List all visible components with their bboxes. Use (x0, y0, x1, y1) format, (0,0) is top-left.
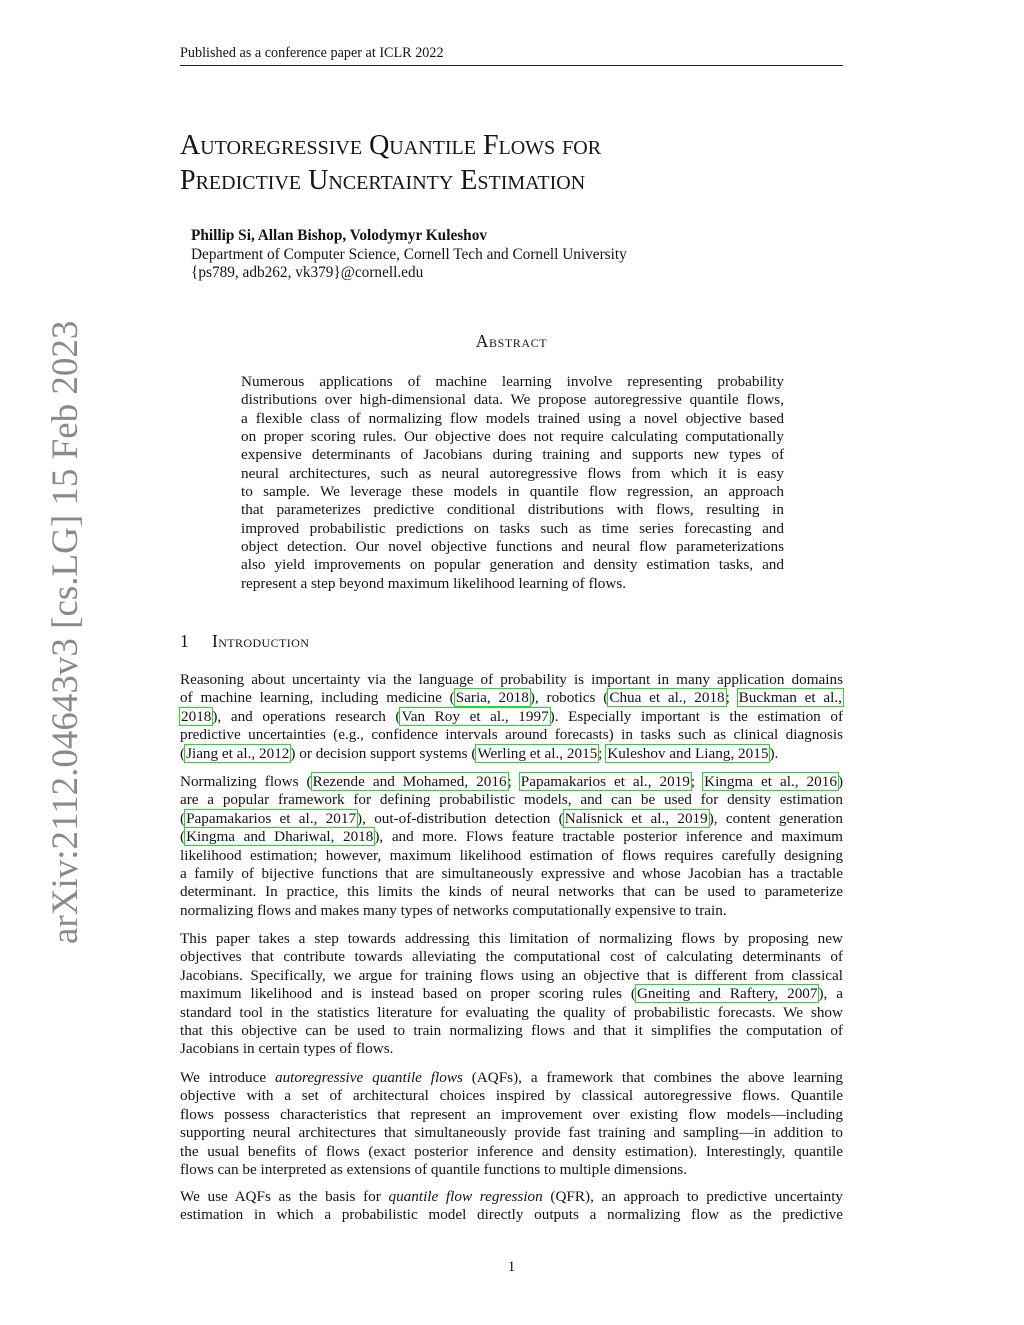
text-line: supporting neural architectures that simultaneously provide fast training and sampling—in addition to (180, 1124, 843, 1142)
text-line: flows possess characteristics that represent an improvement over existing flow models—including (180, 1105, 843, 1123)
abstract-heading: Abstract (475, 331, 548, 351)
citation-link[interactable]: Werling et al., 2015 (477, 744, 598, 762)
text-line: are a popular framework for defining probabilistic models, and can be used for density estimation (180, 791, 843, 809)
section-title: Introduction (212, 631, 310, 651)
text-line: 2018), and operations research (Van Roy et al., 1997). Especially important is the estimation of (181, 707, 844, 725)
running-header: Published as a conference paper at ICLR 2022 (180, 45, 444, 61)
text-line: determinant. In practice, this limits the kinds of neural networks that can be used to parameterize (180, 883, 843, 901)
term-aqf: autoregressive quantile flows (274, 1069, 463, 1086)
text-line: likelihood estimation; however, maximum likelihood estimation of flows requires carefully designing (180, 846, 843, 864)
section-heading-introduction (180, 630, 843, 652)
citation-link[interactable]: Papamakarios et al., 2017 (186, 809, 357, 827)
text-line: a family of bijective functions that are simultaneously expressive and whose Jacobian has a tractable (180, 865, 843, 883)
text-line: normalizing flows and makes many types of networks computationally expensive to train. (180, 901, 727, 919)
text-line: (Kingma and Dhariwal, 2018), and more. Flows feature tractable posterior inference and maximum (180, 828, 843, 846)
author-names: Phillip Si, Allan Bishop, Volodymyr Kuleshov (191, 227, 487, 244)
page-number: 1 (507, 1259, 516, 1275)
header-rule (180, 65, 843, 66)
paragraph-2 (180, 773, 843, 920)
citation-link[interactable]: Nalisnick et al., 2019 (564, 809, 708, 827)
citation-link[interactable]: Papamakarios et al., 2019 (520, 773, 690, 790)
citation-link[interactable]: Buckman et al., (738, 689, 842, 707)
paragraph-5 (180, 1188, 843, 1225)
paragraph-3 (180, 930, 843, 1059)
text-line: the usual benefits of flows (exact posterior inference and density estimation). Interestingly, quantile (180, 1142, 843, 1160)
term-qfr: quantile flow regression (388, 1188, 543, 1205)
text-line: Normalizing flows (Rezende and Mohamed, 2016; Papamakarios et al., 2019; Kingma et al., 2016) (180, 773, 843, 790)
abstract-line: represent a step beyond maximum likelihood learning of flows. (241, 574, 627, 592)
paragraph-4 (180, 1069, 843, 1179)
text-line: maximum likelihood and is instead based on proper scoring rules (Gneiting and Raftery, 2007), a (180, 985, 843, 1003)
abstract-line: to sample. We leverage these models in quantile flow regression, an approach (241, 483, 784, 501)
text-line: Jacobians in certain types of flows. (180, 1040, 394, 1058)
citation-link[interactable]: Kingma et al., 2016 (704, 773, 837, 790)
citation-link[interactable]: Van Roy et al., 1997 (401, 707, 549, 725)
arxiv-stamp: arXiv:2112.04643v3 [cs.LG] 15 Feb 2023 (45, 320, 86, 944)
abstract-line: Numerous applications of machine learning involve representing probability (241, 373, 784, 390)
author-email: {ps789, adb262, vk379}@cornell.edu (191, 264, 424, 281)
text-line: objectives that contribute towards alleviating the computational cost of calculating determinants of (180, 948, 843, 966)
text-line: Reasoning about uncertainty via the language of probability is important in many application domains (180, 671, 843, 688)
citation-link[interactable]: Rezende and Mohamed, 2016 (312, 773, 507, 790)
abstract-line: neural architectures, such as neural autoregressive flows from which it is easy (241, 464, 784, 482)
citation-link[interactable]: Kuleshov and Liang, 2015 (607, 744, 769, 762)
text-line: We introduce autoregressive quantile flows (AQFs), a framework that combines the above learning (180, 1069, 843, 1086)
text-line: standard tool in the statistics literature for evaluating the quality of probabilistic forecasts. We show (180, 1003, 843, 1021)
author-block (191, 227, 831, 283)
text-line: flows can be interpreted as extensions of quantile functions to multiple dimensions. (180, 1161, 687, 1179)
title-line-2: Predictive Uncertainty Estimation (180, 165, 586, 196)
text-line: of machine learning, including medicine (Saria, 2018), robotics (Chua et al., 2018; Buckman et al., (180, 689, 842, 707)
author-affiliation: Department of Computer Science, Cornell Tech and Cornell University (191, 245, 627, 263)
paper-title (180, 128, 843, 198)
abstract-line: a flexible class of normalizing flow models trained using a novel objective based (241, 409, 784, 427)
abstract-line: improved probabilistic predictions on tasks such as time series forecasting and (241, 519, 784, 537)
abstract-line: on proper scoring rules. Our objective does not require calculating computationally (241, 428, 784, 446)
text-line: objective with a set of architectural choices inspired by classical autoregressive flows. Quantile (180, 1087, 843, 1105)
paragraph-1 (180, 671, 843, 763)
citation-link[interactable]: 2018 (181, 707, 212, 725)
text-line: estimation in which a probabilistic model directly outputs a normalizing flow as the predictive (180, 1206, 843, 1224)
abstract-line: object detection. Our novel objective functions and neural flow parameterizations (241, 538, 784, 556)
abstract-line: expensive determinants of Jacobians during training and supports new types of (241, 446, 784, 464)
text-line: predictive uncertainties (e.g., confidence intervals around forecasts) in tasks such as clinical diagnosis (180, 726, 843, 744)
text-line: (Papamakarios et al., 2017), out-of-distribution detection (Nalisnick et al., 2019), content generation (180, 809, 843, 827)
citation-link[interactable]: Gneiting and Raftery, 2007 (636, 985, 818, 1003)
abstract-body (241, 373, 784, 593)
text-line: (Jiang et al., 2012) or decision support systems (Werling et al., 2015; Kuleshov and Liang, 2015). (180, 744, 779, 762)
text-line: This paper takes a step towards addressing this limitation of normalizing flows by proposing new (180, 930, 843, 947)
abstract-line: also yield improvements on popular generation and density estimation tasks, and (241, 556, 784, 574)
citation-link[interactable]: Chua et al., 2018 (609, 689, 725, 707)
citation-link[interactable]: Jiang et al., 2012 (186, 744, 290, 762)
abstract-line: that parameterizes predictive conditional distributions with flows, resulting in (241, 501, 784, 519)
section-number: 1 (180, 631, 190, 651)
citation-link[interactable]: Kingma and Dhariwal, 2018 (186, 828, 374, 846)
title-line-1: Autoregressive Quantile Flows for (180, 130, 602, 161)
citation-link[interactable]: Saria, 2018 (455, 689, 529, 707)
text-line: Jacobians. Specifically, we argue for training flows using an objective that is different from classical (180, 966, 843, 984)
text-line: that this objective can be used to train normalizing flows and that it simplifies the computation of (180, 1022, 843, 1040)
abstract-line: distributions over high-dimensional data. We propose autoregressive quantile flows, (241, 391, 784, 409)
text-line: We use AQFs as the basis for quantile flow regression (QFR), an approach to predictive uncertainty (180, 1188, 844, 1205)
